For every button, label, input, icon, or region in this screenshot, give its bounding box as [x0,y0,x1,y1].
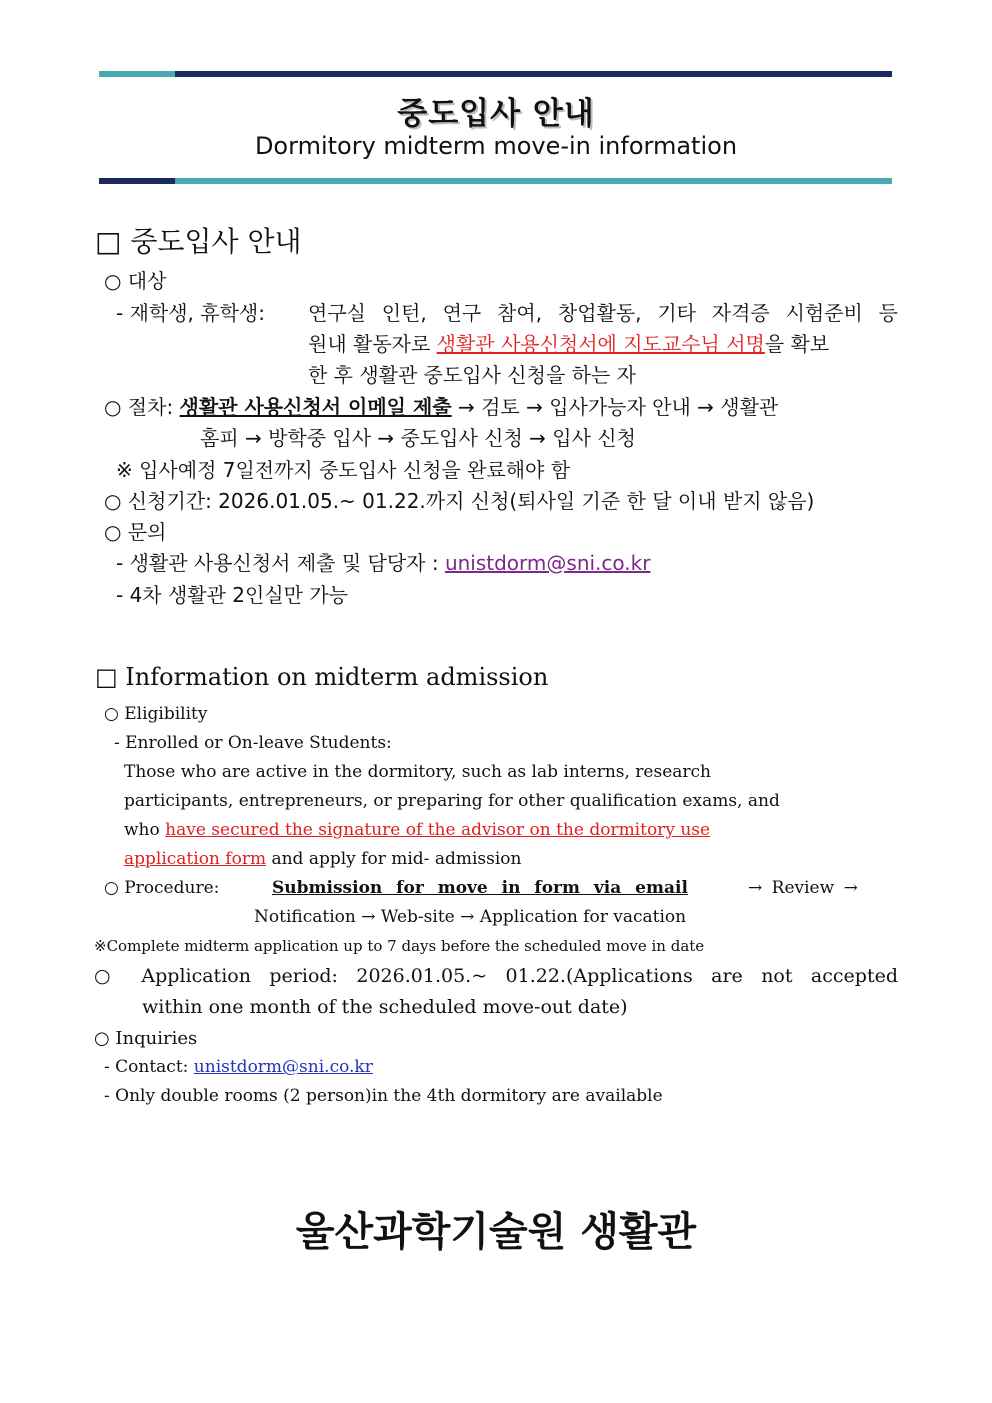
english-room-note: - Only double rooms (2 person)in the 4th dormitory are available [104,1086,663,1106]
english-eligibility-label: ○ Eligibility [104,704,208,724]
english-eligibility-line-1: Those who are active in the dormitory, such as lab interns, research [124,762,712,782]
english-inquiries-label: ○ Inquiries [94,1028,198,1049]
english-contact [104,1057,373,1077]
english-procedure-steps: → Review → [748,878,858,898]
korean-inquiry-label: ○ 문의 [104,520,167,544]
korean-target-line-2-pre: 원내 활동자로 [308,332,437,356]
english-procedure-line-2: Notification → Web-site → Application for vacation [254,907,687,927]
korean-target-line-3: 한 후 생활관 중도입사 신청을 하는 자 [308,363,636,387]
header-top-bar-teal [99,71,175,77]
english-section-title: □ Information on midterm admission [95,663,549,691]
korean-advisor-signature-highlight: 생활관 사용신청서에 지도교수님 서명 [436,332,765,356]
korean-procedure-steps: → 검토 → 입사가능자 안내 → 생활관 [451,395,779,419]
english-application-period-line-2: within one month of the scheduled move-out date) [142,996,628,1018]
header-top-bar-navy [175,71,892,77]
page-title-english: Dormitory midterm move-in information [254,132,738,160]
institution-name: 울산과학기술원 생활관 [295,1209,697,1255]
english-eligibility-line-4 [124,849,521,869]
korean-target-prefix: - 재학생, 휴학생: [116,301,265,325]
english-eligibility-line-3 [124,820,710,840]
korean-inquiry-contact [116,547,650,576]
english-application-period-line-1 [94,965,898,987]
header-bottom-bar-navy [99,178,175,184]
korean-section-title: □ 중도입사 안내 [95,225,302,258]
korean-room-note: - 4차 생활관 2인실만 가능 [116,583,348,607]
english-eligibility-line-2: participants, entrepreneurs, or preparing for other qualification exams, and [124,791,780,811]
korean-procedure-line-2: 홈피 → 방학중 입사 → 중도입사 신청 → 입사 신청 [200,426,636,450]
korean-procedure-email-step: 생활관 사용신청서 이메일 제출 [179,395,452,419]
korean-inquiry-contact-text: - 생활관 사용신청서 제출 및 담당자 : [116,551,445,575]
english-contact-label: - Contact: [104,1057,194,1077]
english-eligibility-line-3-pre: who [124,820,166,840]
korean-procedure-label: ○ 절차: [104,395,180,419]
korean-application-period: ○ 신청기간: 2026.01.05.~ 01.22.까지 신청(퇴사일 기준 한 달 이내 받지 않음) [104,489,815,513]
korean-deadline-note: ※ 입사예정 7일전까지 중도입사 신청을 완료해야 함 [116,458,571,482]
english-deadline-note: ※Complete midterm application up to 7 days before the scheduled move in date [94,937,705,955]
header-bottom-bar-teal [175,178,892,184]
korean-target-line-2 [308,328,898,357]
korean-inquiry-email-link[interactable]: unistdorm@sni.co.kr [444,551,651,575]
english-procedure-label: ○ Procedure: [104,878,220,898]
korean-procedure [104,391,778,420]
korean-target-line-1: 연구실 인턴, 연구 참여, 창업활동, 기타 자격증 시험준비 등 [308,301,898,325]
english-application-form-highlight: application form [124,849,267,869]
page-title-korean: 중도입사 안내 [397,96,595,132]
english-eligibility-subtitle: - Enrolled or On-leave Students: [114,733,392,753]
english-contact-email-link[interactable]: unistdorm@sni.co.kr [193,1057,373,1077]
korean-target-line-2-post: 을 확보 [764,332,830,356]
korean-target-label: ○ 대상 [104,269,167,293]
english-eligibility-line-4-post: and apply for mid- admission [266,849,522,869]
english-advisor-signature-highlight: have secured the signature of the advisor on the dormitory use [165,820,711,840]
english-procedure-email-step: Submission for move in form via email [272,878,688,898]
english-application-period-text: ○ Application period: 2026.01.05.~ 01.22.(Applications are not accepted [94,965,898,987]
